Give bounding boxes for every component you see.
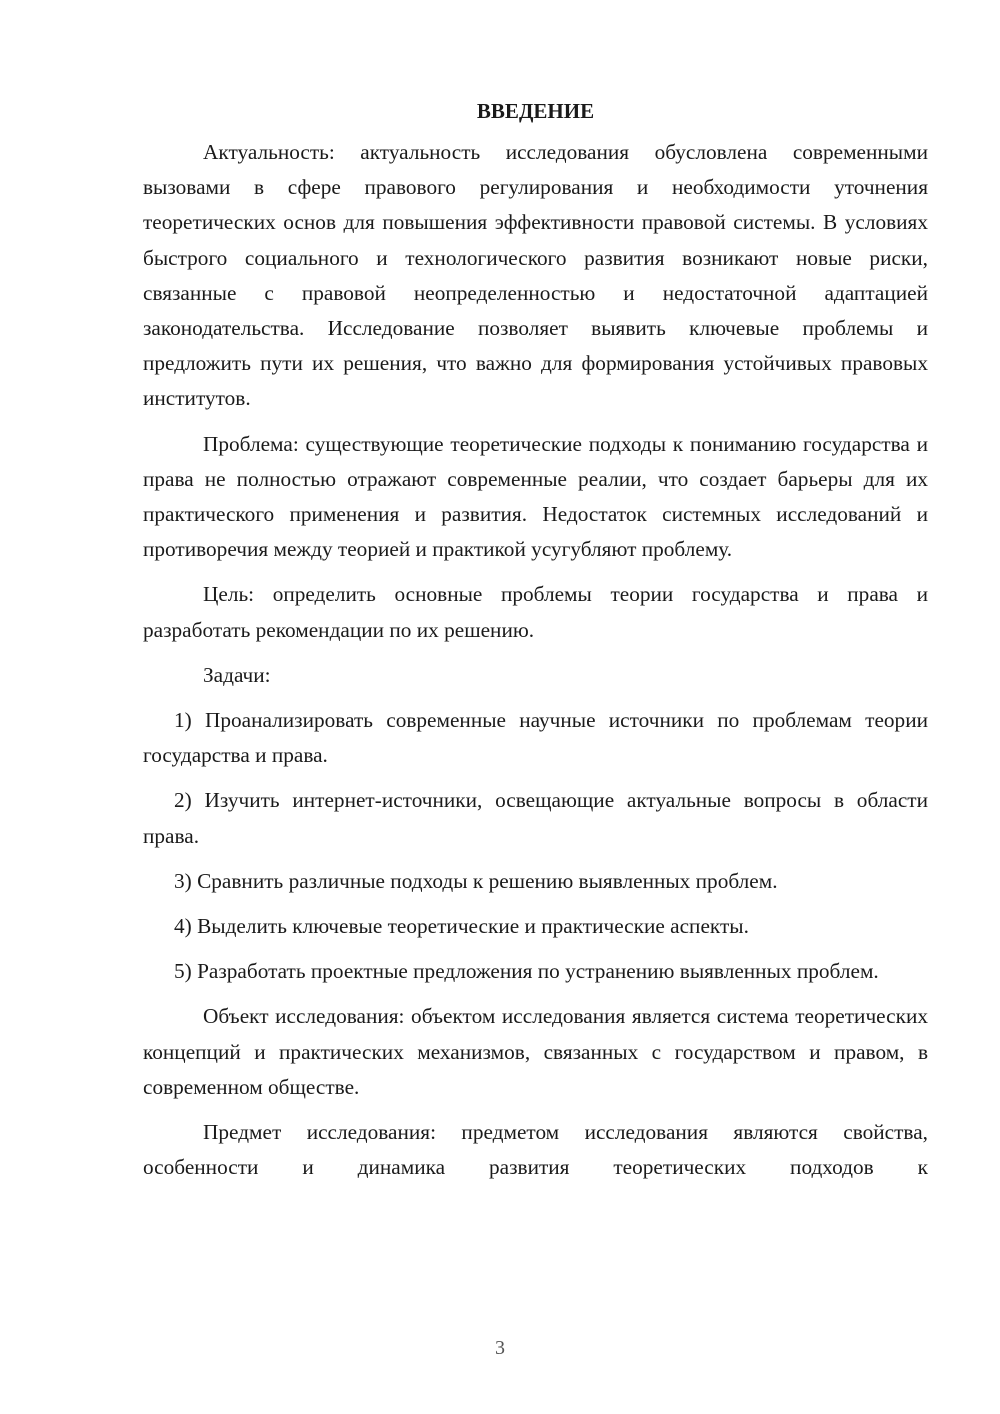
paragraph-relevance: Актуальность: актуальность исследования обусловлена современными вызовами в сфере правового регулирования и необходимости уточнения теоретических основ для повышения эффективности правовой системы. В условиях быстрого социального и технологического развития возникают новые риски, связанные с правовой неопределенностью и недостаточной адаптацией законодательства. Исследование позволяет выявить ключевые проблемы и предложить пути их решения, что важно для формирования устойчивых правовых институтов. xyxy=(143,140,928,411)
task-item: 2) Изучить интернет-источники, освещающие актуальные вопросы в области права. xyxy=(143,788,928,848)
paragraph-tasks-title: Задачи: xyxy=(203,662,271,687)
task-item: 3) Сравнить различные подходы к решению выявленных проблем. xyxy=(174,868,778,893)
section-heading: ВВЕДЕНИЕ xyxy=(476,99,595,123)
task-item: 1) Проанализировать современные научные источники по проблемам теории государства и права. xyxy=(143,708,928,768)
paragraph-goal: Цель: определить основные проблемы теории государства и права и разработать рекомендации по их решению. xyxy=(143,582,928,642)
task-item: 4) Выделить ключевые теоретические и практические аспекты. xyxy=(174,914,749,939)
task-item: 5) Разработать проектные предложения по устранению выявленных проблем. xyxy=(174,959,879,984)
paragraph-subject: Предмет исследования: предметом исследования являются свойства, особенности и динамика развития теоретических подходов к xyxy=(143,1120,928,1180)
paragraph-object: Объект исследования: объектом исследования является система теоретических концепций и практических механизмов, связанных с государством и правом, в современном обществе. xyxy=(143,1004,928,1099)
page-number: 3 xyxy=(495,1337,505,1359)
paragraph-problem: Проблема: существующие теоретические подходы к пониманию государства и права не полностью отражают современные реалии, что создает барьеры для их практического применения и развития. Недостаток системных исследований и противоречия между теорией и практикой усугубляют проблему. xyxy=(143,431,928,562)
